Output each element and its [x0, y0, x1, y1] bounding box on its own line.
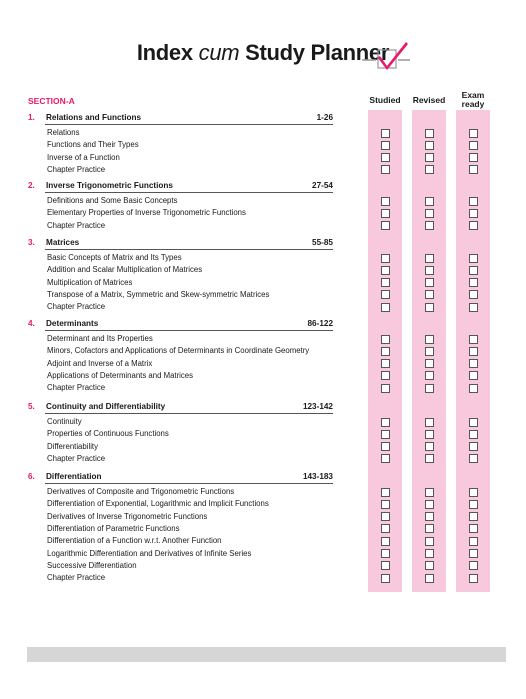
exam-ready-header-line-2: ready: [461, 99, 485, 109]
exam-ready-checkbox[interactable]: [469, 359, 478, 368]
revised-checkbox[interactable]: [425, 371, 434, 380]
exam-ready-checkbox[interactable]: [469, 430, 478, 439]
chapter-pages: 27-54: [312, 181, 333, 190]
revised-checkbox[interactable]: [425, 266, 434, 275]
revised-checkbox[interactable]: [425, 278, 434, 287]
topic-item: Determinant and Its Properties: [47, 334, 153, 343]
studied-checkbox[interactable]: [381, 153, 390, 162]
chapter-number: 3.: [28, 238, 35, 247]
exam-ready-checkbox[interactable]: [469, 197, 478, 206]
chapter-divider: [45, 330, 333, 331]
topic-item: Derivatives of Inverse Trigonometric Functions: [47, 511, 208, 521]
exam-ready-checkbox[interactable]: [469, 335, 478, 344]
chapter-number: 1.: [28, 113, 35, 122]
topic-item: Properties of Continuous Functions: [47, 429, 169, 439]
title-part-2: cum: [198, 40, 240, 65]
exam-ready-checkbox[interactable]: [469, 442, 478, 451]
exam-ready-checkbox[interactable]: [469, 454, 478, 463]
exam-ready-checkbox[interactable]: [469, 512, 478, 521]
topic-item: Successive Differentiation: [47, 560, 137, 570]
revised-checkbox[interactable]: [425, 574, 434, 583]
chapter-pages: 123-142: [302, 402, 333, 411]
revised-checkbox[interactable]: [425, 524, 434, 533]
studied-checkbox[interactable]: [381, 221, 390, 230]
topic-item: Elementary Properties of Inverse Trigonometric Functions: [47, 208, 246, 218]
topic-item: Chapter Practice: [47, 453, 106, 463]
chapter-number: 2.: [28, 181, 35, 190]
revised-checkbox[interactable]: [425, 290, 434, 299]
chapter-pages: 55-85: [312, 238, 333, 247]
studied-checkbox[interactable]: [381, 347, 390, 356]
revised-checkbox[interactable]: [425, 335, 434, 344]
exam-ready-checkbox[interactable]: [469, 141, 478, 150]
exam-ready-checkbox[interactable]: [469, 153, 478, 162]
topic-item: Adjoint and Inverse of a Matrix: [47, 358, 153, 368]
page-title: [0, 40, 526, 66]
chapter-divider: [45, 192, 333, 193]
chapter-pages: 86-122: [307, 319, 333, 328]
exam-ready-checkbox[interactable]: [469, 278, 478, 287]
chapter-title: Differentiation: [46, 472, 102, 481]
revised-checkbox[interactable]: [425, 254, 434, 263]
studied-checkbox[interactable]: [381, 197, 390, 206]
topic-item: Continuity: [47, 417, 82, 426]
revised-checkbox[interactable]: [425, 347, 434, 356]
revised-checkbox[interactable]: [425, 561, 434, 570]
studied-checkbox[interactable]: [381, 442, 390, 451]
topic-item: Chapter Practice: [47, 573, 106, 583]
exam-ready-checkbox[interactable]: [469, 488, 478, 497]
topic-item: Differentiation of a Function w.r.t. Another Function: [47, 536, 222, 546]
studied-checkbox[interactable]: [381, 512, 390, 521]
chapter-title: Matrices: [46, 238, 80, 247]
studied-checkbox[interactable]: [381, 488, 390, 497]
studied-checkbox[interactable]: [381, 549, 390, 558]
revised-checkbox[interactable]: [425, 488, 434, 497]
topic-item: Chapter Practice: [47, 383, 106, 393]
chapter-pages: 1-26: [316, 113, 333, 122]
topic-item: Definitions and Some Basic Concepts: [47, 196, 178, 205]
studied-checkbox[interactable]: [381, 254, 390, 263]
topic-item: Inverse of a Function: [47, 152, 120, 162]
topic-item: Chapter Practice: [47, 302, 106, 312]
chapter-divider: [45, 124, 333, 125]
studied-checkbox[interactable]: [381, 500, 390, 509]
revised-checkbox[interactable]: [425, 221, 434, 230]
revised-checkbox[interactable]: [425, 442, 434, 451]
revised-checkbox[interactable]: [425, 165, 434, 174]
exam-ready-checkbox[interactable]: [469, 549, 478, 558]
studied-checkbox[interactable]: [381, 141, 390, 150]
studied-checkbox[interactable]: [381, 574, 390, 583]
studied-checkbox[interactable]: [381, 537, 390, 546]
exam-ready-checkbox[interactable]: [469, 303, 478, 312]
chapter-number: 6.: [28, 472, 35, 481]
checkmark-icon: [362, 38, 422, 72]
exam-ready-checkbox[interactable]: [469, 561, 478, 570]
topic-item: Transpose of a Matrix, Symmetric and Skew-symmetric Matrices: [47, 289, 270, 299]
studied-header: Studied: [369, 95, 401, 105]
exam-ready-checkbox[interactable]: [469, 209, 478, 218]
exam-ready-checkbox[interactable]: [469, 384, 478, 393]
section-label: SECTION-A: [28, 96, 75, 106]
topic-item: Applications of Determinants and Matrices: [47, 370, 194, 380]
revised-checkbox[interactable]: [425, 303, 434, 312]
revised-checkbox[interactable]: [425, 500, 434, 509]
title-part-1: Index: [136, 40, 199, 65]
chapter-divider: [45, 249, 333, 250]
revised-checkbox[interactable]: [425, 153, 434, 162]
chapter-title: Inverse Trigonometric Functions: [46, 181, 173, 190]
topic-item: Derivatives of Composite and Trigonometric Functions: [47, 487, 235, 496]
studied-checkbox[interactable]: [381, 165, 390, 174]
topic-item: Multiplication of Matrices: [47, 277, 133, 287]
exam-ready-checkbox[interactable]: [469, 254, 478, 263]
exam-ready-checkbox[interactable]: [469, 221, 478, 230]
exam-ready-checkbox[interactable]: [469, 290, 478, 299]
exam-ready-checkbox[interactable]: [469, 418, 478, 427]
exam-ready-header-line-1: Exam: [461, 90, 485, 100]
chapter-title: Determinants: [46, 319, 99, 328]
exam-ready-checkbox[interactable]: [469, 537, 478, 546]
chapter-title: Continuity and Differentiability: [46, 402, 166, 411]
topic-item: Chapter Practice: [47, 164, 106, 174]
topic-item: Relations: [47, 128, 80, 137]
topic-item: Differentiability: [47, 441, 98, 451]
exam-ready-checkbox[interactable]: [469, 129, 478, 138]
chapter-divider: [45, 483, 333, 484]
revised-checkbox[interactable]: [425, 359, 434, 368]
studied-checkbox[interactable]: [381, 303, 390, 312]
studied-checkbox[interactable]: [381, 129, 390, 138]
topic-item: Chapter Practice: [47, 220, 106, 230]
exam-ready-checkbox[interactable]: [469, 347, 478, 356]
footer-bar: [27, 647, 506, 662]
revised-checkbox[interactable]: [425, 418, 434, 427]
revised-checkbox[interactable]: [425, 209, 434, 218]
revised-checkbox[interactable]: [425, 454, 434, 463]
revised-checkbox[interactable]: [425, 129, 434, 138]
topic-item: Differentiation of Exponential, Logarithmic and Implicit Functions: [47, 499, 269, 509]
revised-checkbox[interactable]: [425, 512, 434, 521]
revised-checkbox[interactable]: [425, 384, 434, 393]
studied-checkbox[interactable]: [381, 290, 390, 299]
topic-item: Minors, Cofactors and Applications of Determinants in Coordinate Geometry: [47, 346, 310, 356]
revised-checkbox[interactable]: [425, 197, 434, 206]
chapter-divider: [45, 413, 333, 414]
studied-checkbox[interactable]: [381, 278, 390, 287]
revised-header: Revised: [412, 95, 446, 105]
chapter-pages: 143-183: [302, 472, 333, 481]
exam-ready-checkbox[interactable]: [469, 371, 478, 380]
exam-ready-checkbox[interactable]: [469, 500, 478, 509]
chapter-title: Relations and Functions: [46, 113, 142, 122]
topic-item: Logarithmic Differentiation and Derivatives of Infinite Series: [47, 548, 252, 558]
exam-ready-header: [450, 91, 496, 109]
chapter-number: 4.: [28, 319, 35, 328]
topic-item: Basic Concepts of Matrix and Its Types: [47, 253, 182, 262]
exam-ready-checkbox[interactable]: [469, 524, 478, 533]
title-part-3: Study Planner: [239, 40, 390, 65]
exam-ready-checkbox[interactable]: [469, 266, 478, 275]
studied-checkbox[interactable]: [381, 209, 390, 218]
revised-checkbox[interactable]: [425, 141, 434, 150]
studied-checkbox[interactable]: [381, 384, 390, 393]
exam-ready-checkbox[interactable]: [469, 165, 478, 174]
studied-checkbox[interactable]: [381, 371, 390, 380]
topic-item: Differentiation of Parametric Functions: [47, 523, 180, 533]
exam-ready-checkbox[interactable]: [469, 574, 478, 583]
revised-checkbox[interactable]: [425, 537, 434, 546]
chapter-number: 5.: [28, 402, 35, 411]
studied-checkbox[interactable]: [381, 335, 390, 344]
topic-item: Addition and Scalar Multiplication of Matrices: [47, 265, 203, 275]
studied-checkbox[interactable]: [381, 418, 390, 427]
studied-checkbox[interactable]: [381, 454, 390, 463]
studied-checkbox[interactable]: [381, 359, 390, 368]
studied-checkbox[interactable]: [381, 524, 390, 533]
studied-checkbox[interactable]: [381, 430, 390, 439]
studied-checkbox[interactable]: [381, 266, 390, 275]
revised-checkbox[interactable]: [425, 430, 434, 439]
revised-checkbox[interactable]: [425, 549, 434, 558]
studied-checkbox[interactable]: [381, 561, 390, 570]
topic-item: Functions and Their Types: [47, 140, 139, 150]
